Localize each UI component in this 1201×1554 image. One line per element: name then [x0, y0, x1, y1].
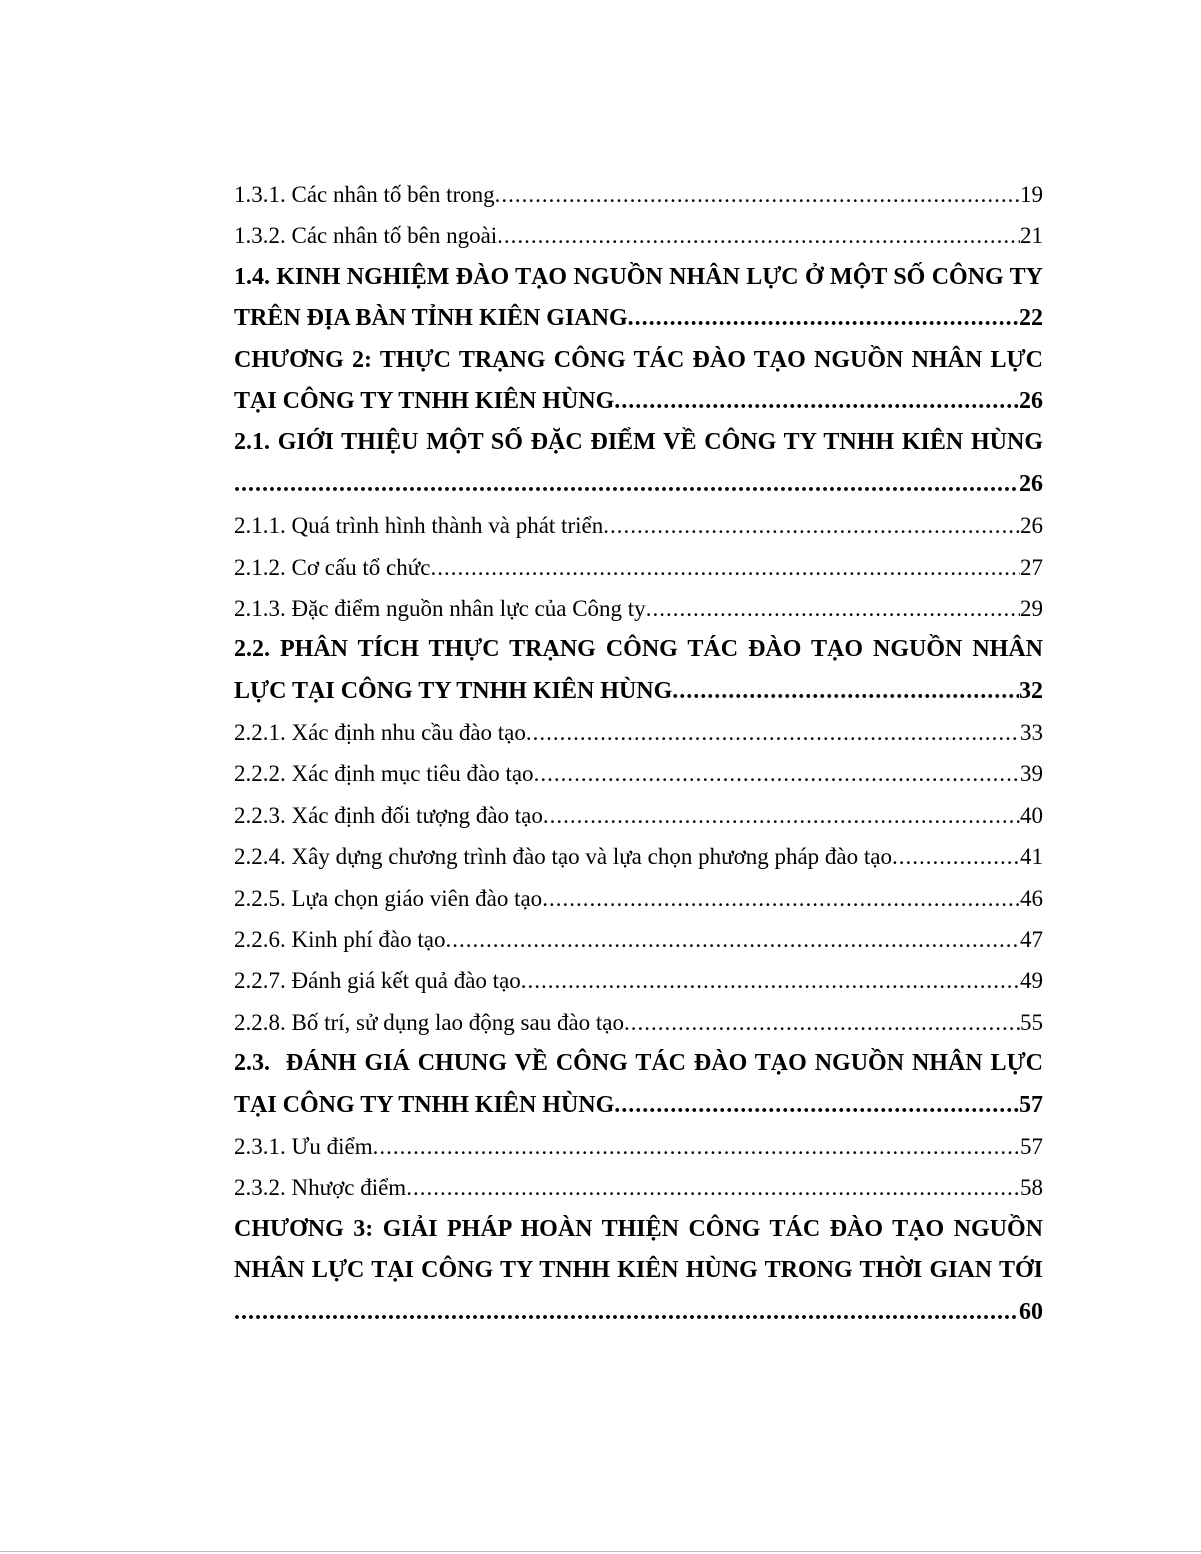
toc-entry[interactable]	[234, 505, 1043, 546]
toc-entry[interactable]	[234, 712, 1043, 753]
toc-entry-title: 2.2.2. Xác định mục tiêu đào tạo	[234, 761, 534, 787]
toc-entry-title: 2.2.7. Đánh giá kết quả đào tạo	[234, 968, 521, 994]
toc-entry-title: CHƯƠNG 2: THỰC TRẠNG CÔNG TÁC ĐÀO TẠO NGUỒN NHÂN LỰC	[234, 346, 1043, 373]
toc-entry-title: 2.1.3. Đặc điểm nguồn nhân lực của Công ty	[234, 595, 646, 621]
toc-entry-title: TẠI CÔNG TY TNHH KIÊN HÙNG	[234, 387, 615, 414]
toc-entry[interactable]	[234, 836, 1043, 877]
toc-dot-leader	[406, 1167, 1020, 1208]
toc-dot-leader	[521, 960, 1020, 1001]
toc-entry-title: 2.2.1. Xác định nhu cầu đào tạo	[234, 720, 526, 746]
toc-chapter-heading[interactable]	[234, 340, 1043, 381]
toc-entry[interactable]	[234, 1126, 1043, 1167]
toc-page-number: 39	[1020, 761, 1043, 787]
toc-entry-title: LỰC TẠI CÔNG TY TNHH KIÊN HÙNG	[234, 677, 673, 704]
toc-dot-leader	[892, 836, 1020, 877]
toc-entry-title: 2.1. GIỚI THIỆU MỘT SỐ ĐẶC ĐIỂM VỀ CÔNG TY TNHH KIÊN HÙNG	[234, 429, 1043, 456]
toc-entry-title: 2.2.3. Xác định đối tượng đào tạo	[234, 802, 543, 828]
toc-chapter-heading[interactable]	[234, 1250, 1043, 1291]
toc-dot-leader	[445, 919, 1020, 960]
toc-entry[interactable]	[234, 174, 1043, 215]
toc-entry-title: 1.3.2. Các nhân tố bên ngoài	[234, 223, 498, 249]
toc-dot-leader	[373, 1126, 1020, 1167]
toc-page-number: 41	[1020, 844, 1043, 870]
toc-dot-leader	[534, 753, 1020, 794]
toc-dot-leader	[495, 174, 1020, 215]
toc-section-heading[interactable]	[234, 1085, 1043, 1126]
toc-dot-leader	[542, 878, 1020, 919]
toc-entry-title: TẠI CÔNG TY TNHH KIÊN HÙNG	[234, 1091, 615, 1118]
toc-entry[interactable]	[234, 753, 1043, 794]
toc-entry[interactable]	[234, 547, 1043, 588]
toc-page-number: 19	[1020, 182, 1043, 207]
toc-page-number: 26	[1019, 470, 1043, 497]
toc-entry-title: 2.3.1. Ưu điểm	[234, 1133, 373, 1159]
toc-dot-leader	[603, 505, 1020, 546]
toc-entry-title: CHƯƠNG 3: GIẢI PHÁP HOÀN THIỆN CÔNG TÁC ĐÀO TẠO NGUỒN	[234, 1215, 1043, 1242]
toc-entry-title: 2.2.6. Kinh phí đào tạo	[234, 927, 446, 953]
toc-dot-leader	[646, 588, 1020, 629]
toc-section-heading[interactable]	[234, 1043, 1043, 1084]
toc-dot-leader	[672, 671, 1019, 712]
toc-page-number: 55	[1020, 1009, 1043, 1035]
toc-entry-title: 2.1.1. Quá trình hình thành và phát triển	[234, 513, 604, 539]
toc-entry-title: 1.4. KINH NGHIỆM ĐÀO TẠO NGUỒN NHÂN LỰC Ở MỘT SỐ CÔNG TY	[234, 263, 1043, 290]
toc-dot-leader	[430, 547, 1020, 588]
toc-chapter-heading[interactable]	[234, 1209, 1043, 1250]
toc-dot-leader	[624, 1002, 1020, 1043]
toc-dot-leader	[497, 215, 1020, 256]
toc-entry[interactable]	[234, 1002, 1043, 1043]
toc-entry-title: 2.1.2. Cơ cấu tổ chức	[234, 554, 431, 580]
toc-page-number: 22	[1019, 305, 1043, 332]
toc-dot-leader	[234, 464, 1019, 505]
page-bottom-edge	[0, 1551, 1201, 1552]
toc-page-number: 60	[1019, 1298, 1043, 1325]
toc-entry-title: 2.2.4. Xây dựng chương trình đào tạo và lựa chọn phương pháp đào tạo	[234, 844, 892, 870]
toc-chapter-heading[interactable]	[234, 381, 1043, 422]
toc-page-number: 29	[1020, 595, 1043, 621]
toc-dot-leader	[614, 1085, 1019, 1126]
toc-entry-title: TRÊN ĐỊA BÀN TỈNH KIÊN GIANG	[234, 305, 628, 332]
toc-entry-title: 2.2. PHÂN TÍCH THỰC TRẠNG CÔNG TÁC ĐÀO TẠO NGUỒN NHÂN	[234, 636, 1043, 663]
toc-page-number: 40	[1020, 802, 1043, 828]
toc-entry-title: 2.3. ĐÁNH GIÁ CHUNG VỀ CÔNG TÁC ĐÀO TẠO NGUỒN NHÂN LỰC	[234, 1050, 1043, 1077]
toc-page-number: 57	[1019, 1091, 1043, 1118]
toc-dot-leader	[614, 381, 1019, 422]
toc-entry[interactable]	[234, 960, 1043, 1001]
toc-entry-title: 1.3.1. Các nhân tố bên trong	[234, 182, 495, 207]
toc-entry-title: 2.2.8. Bố trí, sử dụng lao động sau đào tạo	[234, 1009, 625, 1035]
toc-page-number: 27	[1020, 554, 1043, 580]
toc-entry[interactable]	[234, 919, 1043, 960]
toc-dot-leader	[526, 712, 1020, 753]
toc-page-number: 26	[1020, 513, 1043, 539]
toc-dot-leader	[234, 1292, 1019, 1333]
toc-page-number: 58	[1020, 1175, 1043, 1201]
toc-entry[interactable]	[234, 878, 1043, 919]
table-of-contents	[234, 174, 1043, 1333]
toc-page-number: 33	[1020, 720, 1043, 746]
toc-section-heading[interactable]	[234, 464, 1043, 505]
toc-page-number: 49	[1020, 968, 1043, 994]
toc-dot-leader	[628, 298, 1019, 339]
toc-entry-title: NHÂN LỰC TẠI CÔNG TY TNHH KIÊN HÙNG TRONG THỜI GIAN TỚI	[234, 1257, 1043, 1284]
toc-entry-title: 2.2.5. Lựa chọn giáo viên đào tạo	[234, 885, 543, 911]
toc-page-number: 57	[1020, 1133, 1043, 1159]
toc-page-number: 26	[1019, 387, 1043, 414]
toc-section-heading[interactable]	[234, 257, 1043, 298]
toc-entry[interactable]	[234, 215, 1043, 256]
toc-page-number: 21	[1020, 223, 1043, 249]
toc-section-heading[interactable]	[234, 629, 1043, 670]
toc-page-number: 32	[1019, 677, 1043, 704]
toc-page-number: 46	[1020, 885, 1043, 911]
toc-page-number: 47	[1020, 927, 1043, 953]
toc-entry-title: 2.3.2. Nhược điểm	[234, 1175, 407, 1201]
toc-section-heading[interactable]	[234, 422, 1043, 463]
toc-chapter-heading[interactable]	[234, 1292, 1043, 1333]
toc-section-heading[interactable]	[234, 671, 1043, 712]
toc-entry[interactable]	[234, 795, 1043, 836]
toc-entry[interactable]	[234, 588, 1043, 629]
toc-dot-leader	[543, 795, 1020, 836]
toc-section-heading[interactable]	[234, 298, 1043, 339]
toc-entry[interactable]	[234, 1167, 1043, 1208]
